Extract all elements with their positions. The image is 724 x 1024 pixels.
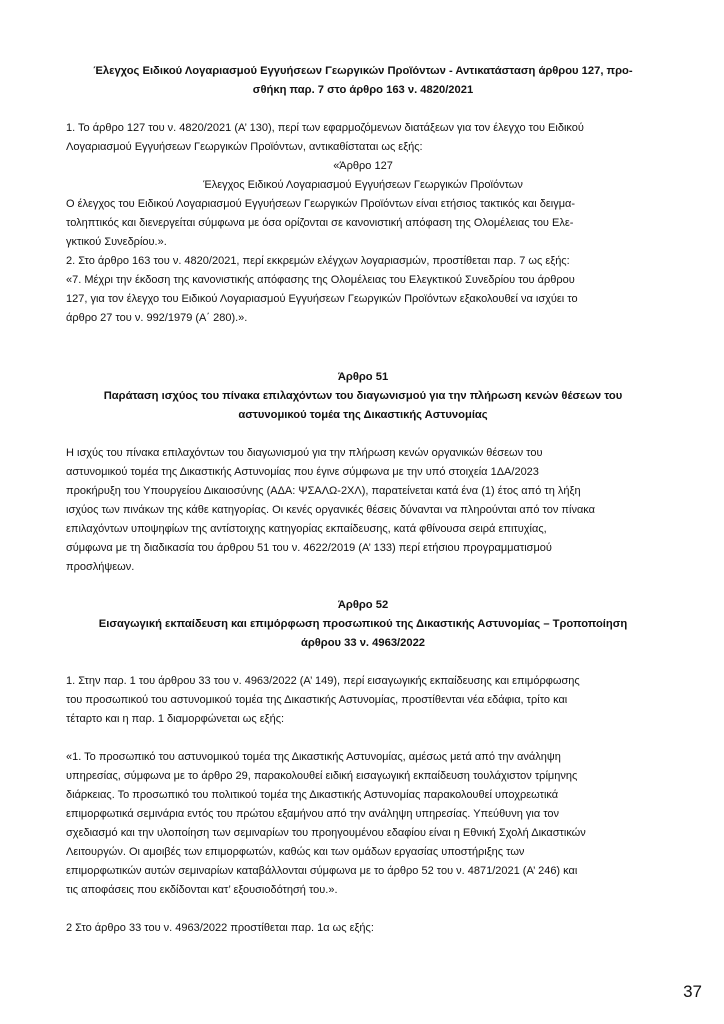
article-title-line: Παράταση ισχύος του πίνακα επιλαχόντων του διαγωνισμού για την πλήρωση κενών θέσεων του xyxy=(103,390,623,402)
article-title-line: άρθρου 33 ν. 4963/2022 xyxy=(300,637,426,649)
text-line: σύμφωνα με τη διαδικασία του άρθρου 51 του ν. 4622/2019 (Α’ 133) περί ετήσιου προγραμματισμού xyxy=(66,542,552,554)
text-line: προκήρυξη του Υπουργείου Δικαιοσύνης (ΑΔΑ: ΨΣΑΛΩ-2ΧΛ), παρατείνεται κατά ένα (1) έτος από τη λήξη xyxy=(66,485,581,497)
section-heading-line: Έλεγχος Ειδικού Λογαριασμού Εγγυήσεων Γεωργικών Προϊόντων - Αντικατάσταση άρθρου 127, προ- xyxy=(93,65,633,77)
text-line: 1. Στην παρ. 1 του άρθρου 33 του ν. 4963/2022 (Α’ 149), περί εισαγωγικής εκπαίδευσης και επιμόρφωσης xyxy=(66,675,580,687)
text-line: επιμορφωτικά σεμινάρια εντός του πρώτου εξαμήνου από την ανάληψη υπηρεσίας. Υπεύθυνη για τον xyxy=(66,808,560,820)
article-number: Άρθρο 51 xyxy=(337,371,389,383)
text-line: «1. Το προσωπικό του αστυνομικού τομέα της Δικαστικής Αστυνομίας, αμέσως μετά από την ανάληψη xyxy=(66,751,561,763)
text-line: άρθρο 27 του ν. 992/1979 (Α΄ 280).». xyxy=(66,312,248,324)
article-52-paragraph-1 xyxy=(66,672,660,729)
text-line: 127, για τον έλεγχο του Ειδικού Λογαριασμού Εγγυήσεων Γεωργικών Προϊόντων εξακολουθεί να ισχύει το xyxy=(66,293,578,305)
text-line: επιλαχόντων υποψηφίων της αντίστοιχης κατηγορίας εκπαίδευσης, κατά φθίνουσα σειρά επιτυχίας, xyxy=(66,523,547,535)
text-line: Λειτουργών. Οι αμοιβές των επιμορφωτών, καθώς και των ομάδων εργασίας υποστήριξης των xyxy=(66,846,525,858)
text-line: ισχύος των πινάκων της κάθε κατηγορίας. Οι κενές οργανικές θέσεις δύνανται να πληρούνται από τον πίνακα xyxy=(66,504,596,516)
quoted-article-number: «Άρθρο 127 xyxy=(333,160,393,172)
article-number: Άρθρο 52 xyxy=(337,599,389,611)
text-line: Ο έλεγχος του Ειδικού Λογαριασμού Εγγυήσεων Γεωργικών Προϊόντων είναι ετήσιος τακτικός και δειγμα- xyxy=(66,198,576,210)
text-line: του προσωπικού του αστυνομικού τομέα της Δικαστικής Αστυνομίας, προστίθενται νέα εδάφια, τρίτο και xyxy=(66,694,568,706)
section-heading xyxy=(66,62,660,100)
article-52-heading xyxy=(66,596,660,653)
text-line: προσλήψεων. xyxy=(66,561,135,573)
section-heading-line: σθήκη παρ. 7 στο άρθρο 163 ν. 4820/2021 xyxy=(252,84,474,96)
text-line: αστυνομικού τομέα της Δικαστικής Αστυνομίας που έγινε σύμφωνα με την υπό στοιχεία 1ΔΑ/2023 xyxy=(66,466,539,478)
section-paragraph-3 xyxy=(66,271,660,328)
quoted-article-body xyxy=(66,195,660,252)
article-51-body xyxy=(66,444,660,577)
article-51-heading xyxy=(66,368,660,425)
article-52-quote xyxy=(66,748,660,900)
text-line: τοληπτικός και διενεργείται σύμφωνα με όσα ορίζονται σε κανονιστική απόφαση της Ολομέλειας του Ελε- xyxy=(66,217,574,229)
article-52-paragraph-2: 2 Στο άρθρο 33 του ν. 4963/2022 προστίθεται παρ. 1α ως εξής: xyxy=(66,922,374,934)
text-line: γκτικού Συνεδρίου.». xyxy=(66,236,167,248)
section-paragraph-1 xyxy=(66,119,660,157)
text-line: Η ισχύς του πίνακα επιλαχόντων του διαγωνισμού για την πλήρωση κενών οργανικών θέσεων του xyxy=(66,447,543,459)
text-line: Λογαριασμού Εγγυήσεων Γεωργικών Προϊόντων, αντικαθίσταται ως εξής: xyxy=(66,141,423,153)
text-line: διάρκειας. Το προσωπικό του πολιτικού τομέα της Δικαστικής Αστυνομίας παρακολουθεί υποχρεωτικά xyxy=(66,789,559,801)
text-line: υπηρεσίας, σύμφωνα με το άρθρο 29, παρακολουθεί ειδική εισαγωγική εκπαίδευση τουλάχιστον τρίμηνης xyxy=(66,770,578,782)
document-page xyxy=(66,62,660,938)
quoted-article-title: Έλεγχος Ειδικού Λογαριασμού Εγγυήσεων Γεωργικών Προϊόντων xyxy=(203,179,523,191)
text-line: τέταρτο και η παρ. 1 διαμορφώνεται ως εξής: xyxy=(66,713,285,725)
article-title-line: αστυνομικού τομέα της Δικαστικής Αστυνομίας xyxy=(238,409,488,421)
text-line: τις αποφάσεις που εκδίδονται κατ’ εξουσιοδότησή του.». xyxy=(66,884,338,896)
section-paragraph-2: 2. Στο άρθρο 163 του ν. 4820/2021, περί εκκρεμών ελέγχων λογαριασμών, προστίθεται παρ. 7 ως εξής: xyxy=(66,255,570,267)
page-number: 37 xyxy=(683,982,702,1001)
text-line: σχεδιασμό και την υλοποίηση των σεμιναρίων του προηγουμένου εδαφίου είναι η Εθνική Σχολή Δικαστικών xyxy=(66,827,586,839)
text-line: 1. Το άρθρο 127 του ν. 4820/2021 (Α’ 130), περί των εφαρμοζόμενων διατάξεων για τον έλεγχο του Ειδικού xyxy=(66,122,584,134)
text-line: «7. Μέχρι την έκδοση της κανονιστικής απόφασης της Ολομέλειας του Ελεγκτικού Συνεδρίου του άρθρου xyxy=(66,274,575,286)
article-title-line: Εισαγωγική εκπαίδευση και επιμόρφωση προσωπικού της Δικαστικής Αστυνομίας – Τροποποίηση xyxy=(98,618,628,630)
text-line: επιμορφωτικών αυτών σεμιναρίων καταβάλλονται σύμφωνα με το άρθρο 52 του ν. 4871/2021 (Α’ 246) και xyxy=(66,865,578,877)
